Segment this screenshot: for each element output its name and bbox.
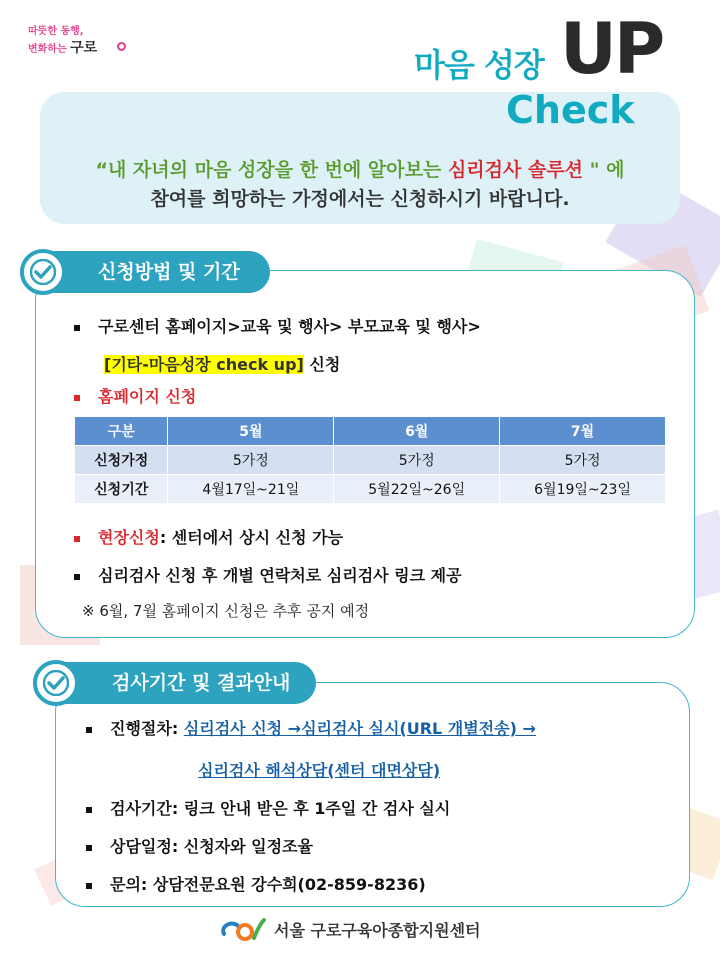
table-header: 5월 (168, 417, 334, 446)
table-row (75, 446, 666, 475)
table-header: 7월 (500, 417, 666, 446)
homepage-apply: 홈페이지 신청 (74, 384, 196, 407)
footer-org (218, 913, 481, 945)
footer-org-name: 서울 구로구육아종합지원센터 (274, 920, 481, 940)
intro-line-2: 참여를 희망하는 가정에서는 신청하시기 바랍니다. (150, 188, 570, 210)
homepage-path: 구로센터 홈페이지>교육 및 행사> 부모교육 및 행사> (74, 314, 481, 337)
homepage-path-cont: [기타-마음성장 check up] 신청 (104, 355, 341, 374)
process-steps-cont: 심리검사 해석상담(센터 대면상담) (198, 761, 441, 780)
heart-icon (117, 42, 126, 51)
page-title: 마음 성장 (414, 46, 544, 84)
table-header: 6월 (334, 417, 500, 446)
schedule-table (74, 416, 666, 504)
check-circle-icon (33, 660, 79, 706)
title-check: Check (506, 88, 635, 132)
check-circle-icon (20, 249, 66, 295)
title-up: UP (560, 8, 663, 90)
process-steps: 진행절차: 심리검사 신청 →심리검사 실시(URL 개별전송) → (86, 716, 536, 739)
table-row (75, 475, 666, 504)
onsite-apply: 현장신청: 센터에서 상시 신청 가능 (74, 525, 343, 548)
table-cell: 5가정 (500, 446, 666, 475)
guro-logo (28, 22, 128, 57)
logo-name: 변화하는 구로 (28, 40, 98, 56)
table-cell: 신청기간 (75, 475, 168, 504)
highlighted-menu: [기타-마음성장 check up] (104, 355, 304, 374)
table-cell: 6월19일~23일 (500, 475, 666, 504)
table-cell: 신청가정 (75, 446, 168, 475)
counsel-schedule: 상담일정: 신청자와 일정조율 (86, 834, 313, 857)
intro-line-1: “내 자녀의 마음 성장을 한 번에 알아보는 심리검사 솔루션 " 에 (95, 159, 625, 181)
table-cell: 5가정 (334, 446, 500, 475)
table-cell: 5가정 (168, 446, 334, 475)
inquiry-contact: 문의: 상담전문요원 강수희(02-859-8236) (86, 872, 426, 895)
table-header: 구분 (75, 417, 168, 446)
section-heading-application: 신청방법 및 기간 (44, 251, 270, 293)
logo-slogan: 따뜻한 동행, (28, 26, 84, 37)
section-heading-results: 검사기간 및 결과안내 (58, 662, 316, 704)
center-logo-icon (218, 914, 268, 944)
table-cell: 5월22일~26일 (334, 475, 500, 504)
table-header-row (75, 417, 666, 446)
test-period: 검사기간: 링크 안내 받은 후 1주일 간 검사 실시 (86, 796, 450, 819)
table-cell: 4월17일~21일 (168, 475, 334, 504)
test-link-info: 심리검사 신청 후 개별 연락처로 심리검사 링크 제공 (74, 563, 462, 586)
notice-text: ※ 6월, 7월 홈페이지 신청은 추후 공지 예정 (82, 602, 370, 620)
